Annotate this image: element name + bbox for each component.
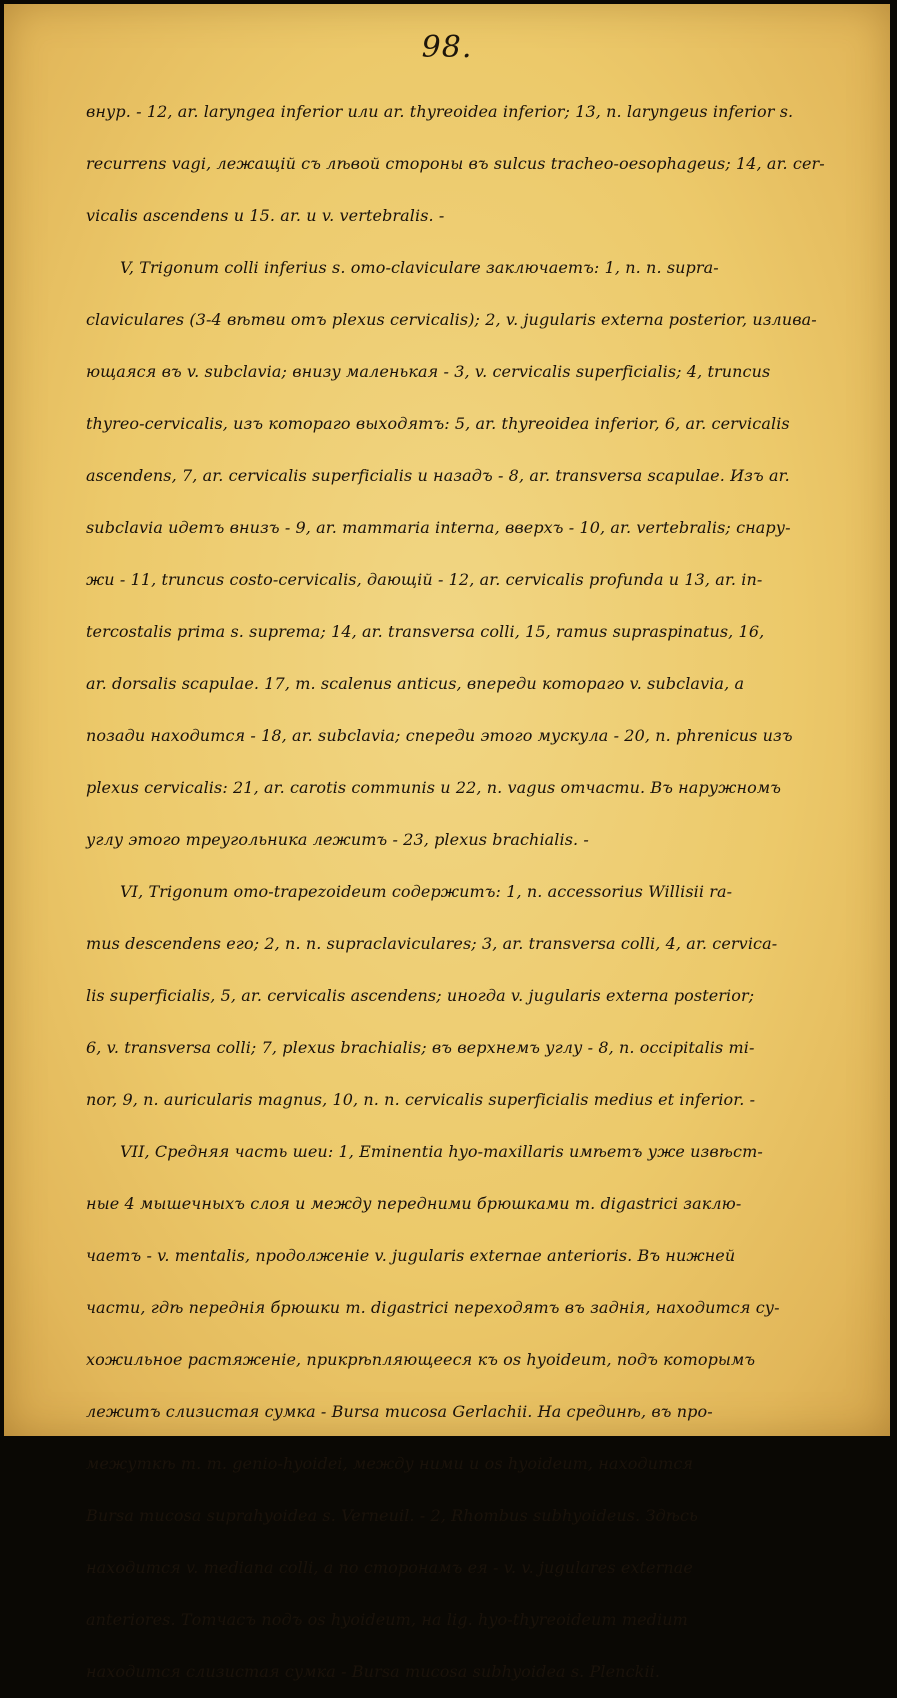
text-line: позади находится - 18, ar. subclavia; спереди этого мускула - 20, n. phrenicus изъ [86,726,793,745]
text-line: lis superficialis, 5, ar. cervicalis ascendens; иногда v. jugularis externa posterior; [86,986,755,1005]
manuscript-page [4,4,890,1681]
text-line: subclavia идетъ внизъ - 9, ar. mammaria interna, вверхъ - 10, ar. vertebralis; снару- [86,518,791,537]
page-number: 98. [421,30,473,65]
text-line: находится слизистая сумка - Bursa mucosa subhyoidea s. Plenckii. [86,1662,661,1681]
text-line: находится v. mediana colli, а по сторонамъ ея - v. v. jugulares externae [86,1558,693,1577]
text-line: 6, v. transversa colli; 7, plexus brachialis; въ верхнемъ углу - 8, n. occipitalis mi- [86,1038,755,1057]
text-line: recurrens vagi, лежащiй съ лѣвой стороны въ sulcus tracheo-oesophageus; 14, ar. cer- [86,154,825,173]
text-line: лежитъ слизистая сумка - Bursa mucosa Gerlachii. На срединѣ, въ про- [86,1402,713,1421]
section-heading-line: V, Trigonum colli inferius s. omo-claviculare заключаетъ: 1, n. n. supra- [120,258,719,277]
text-line: nor, 9, n. auricularis magnus, 10, n. n. cervicalis superficialis medius et inferior. - [86,1090,756,1109]
text-line: ные 4 мышечныхъ слоя и между передними брюшками m. digastrici заклю- [86,1194,742,1213]
text-line: внур. - 12, ar. laryngea inferior или ar. thyreoidea inferior; 13, n. laryngeus inferior s. [86,102,794,121]
section-heading-line: VI, Trigonum omo-trapezoideum содержитъ: 1, n. accessorius Willisii ra- [120,882,733,901]
text-line: ascendens, 7, ar. cervicalis superficialis и назадъ - 8, ar. transversa scapulae. Изъ ar. [86,466,790,485]
text-line: хожильное растяженiе, прикрѣпляющееся къ os hyoideum, подъ которымъ [86,1350,756,1369]
text-line: Bursa mucosa suprahyoidea s. Verneuil. - 2, Rhombus subhyoideus. Здѣсь [86,1506,698,1525]
section-heading-line: VII, Средняя часть шеи: 1, Eminentia hyo-maxillaris имѣетъ уже извѣст- [120,1142,763,1161]
text-line: межуткѣ m. m. genio-hyoidei, между ними и os hyoideum, находится [86,1454,694,1473]
text-line: vicalis ascendens и 15. ar. и v. vertebralis. - [86,206,445,225]
text-line: tercostalis prima s. suprema; 14, ar. transversa colli, 15, ramus supraspinatus, 16, [86,622,765,641]
text-line: ющаяся въ v. subclavia; внизу маленькая - 3, v. cervicalis superficialis; 4, truncus [86,362,771,381]
text-line: claviculares (3-4 вѣтви отъ plexus cervicalis); 2, v. jugularis externa posterior, изливa- [86,310,817,329]
text-line: жи - 11, truncus costo-cervicalis, дающiй - 12, ar. cervicalis profunda и 13, ar. in- [86,570,763,589]
handwritten-text-body [86,86,876,1698]
text-line: ar. dorsalis scapulae. 17, m. scalenus anticus, впереди котораго v. subclavia, а [86,674,745,693]
text-line: plexus cervicalis: 21, ar. carotis communis и 22, n. vagus отчасти. Въ наружномъ [86,778,781,797]
text-line: mus descendens его; 2, n. n. supraclaviculares; 3, ar. transversa colli, 4, ar. cervica- [86,934,778,953]
text-line: thyreo-cervicalis, изъ котораго выходятъ: 5, ar. thyreoidea inferior, 6, ar. cervicalis [86,414,790,433]
text-line: anteriores. Тотчасъ подъ os hyoideum, на lig. hyo-thyreoideum medium [86,1610,688,1629]
text-line: углу этого треугольника лежитъ - 23, plexus brachialis. - [86,830,589,849]
text-line: части, гдѣ переднiя брюшки m. digastrici переходятъ въ заднiя, находится су- [86,1298,780,1317]
text-line: чаетъ - v. mentalis, продолженiе v. jugularis externae anterioris. Въ нижней [86,1246,736,1265]
